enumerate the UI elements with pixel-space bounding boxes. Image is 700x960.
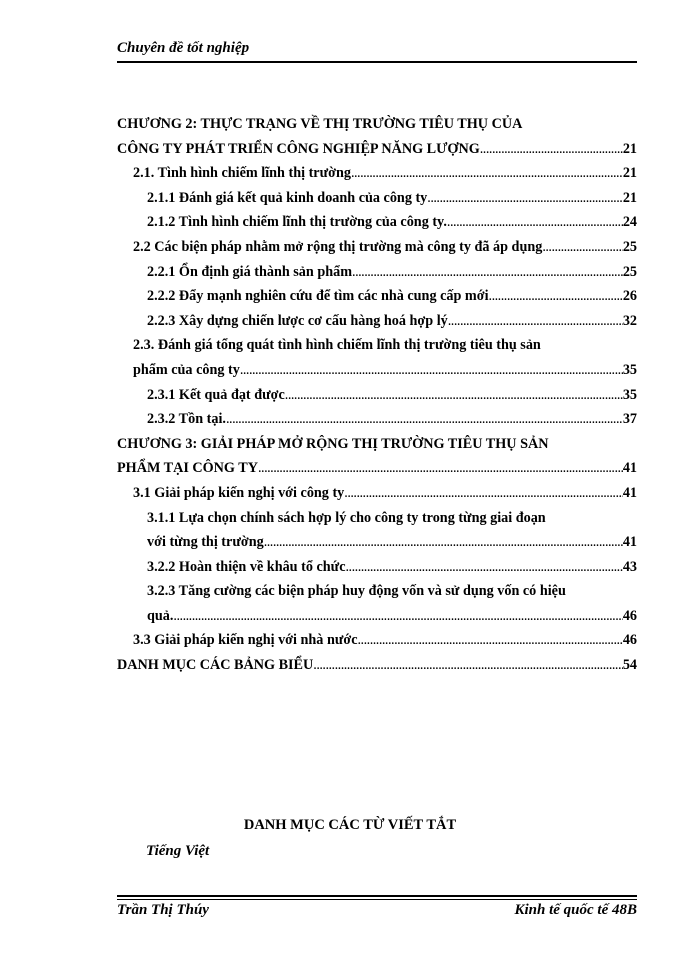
toc-entry[interactable] [117, 309, 637, 334]
toc-entry[interactable] [117, 628, 637, 653]
footer-class: Kinh tế quốc tế 48B [514, 902, 637, 918]
toc-entry-text: CHƯƠNG 3: GIẢI PHÁP MỞ RỘNG THỊ TRƯỜNG TIÊU THỤ SẢN [117, 435, 549, 452]
toc-page-number: 41 [622, 534, 637, 551]
toc-leader-dots [313, 653, 623, 678]
toc-entry-text: 2.3.1 Kết quả đạt được [147, 386, 285, 403]
toc-leader-dots [542, 235, 622, 260]
toc-entry[interactable] [117, 530, 637, 555]
toc-entry[interactable] [117, 407, 637, 432]
toc-page-number: 46 [622, 632, 637, 649]
toc-entry-text: 2.2.3 Xây dựng chiến lược cơ cấu hàng hoá hợp lý [147, 312, 448, 329]
toc-page-number: 25 [622, 238, 637, 255]
toc-entry-text: CHƯƠNG 2: THỰC TRẠNG VỀ THỊ TRƯỜNG TIÊU THỤ CỦA [117, 116, 523, 132]
toc-page-number: 35 [622, 361, 637, 378]
toc-page-number: 54 [622, 657, 637, 674]
toc-page-number: 46 [622, 607, 637, 624]
toc-page-number: 24 [622, 214, 637, 231]
toc-page-number: 21 [622, 189, 637, 206]
toc-leader-dots [240, 358, 623, 383]
toc-entry[interactable] [117, 333, 637, 358]
toc-leader-dots [264, 530, 623, 555]
toc-leader-dots [489, 284, 623, 309]
toc-leader-dots [285, 383, 623, 408]
toc-entry[interactable] [117, 137, 637, 162]
toc-entry[interactable] [117, 432, 637, 457]
toc-entry[interactable] [117, 260, 637, 285]
toc-entry-text: phẩm của công ty [133, 361, 240, 378]
footer-rule [117, 895, 637, 897]
footer-rule-thin [117, 899, 637, 900]
toc-page-number: 41 [622, 484, 637, 501]
toc-entry[interactable] [117, 604, 637, 629]
toc-page-number: 41 [622, 460, 637, 477]
toc-entry-text: 2.2.1 Ổn định giá thành sản phẩm [147, 263, 353, 280]
toc-leader-dots [226, 407, 623, 432]
toc-entry[interactable] [117, 112, 637, 137]
header-title: Chuyên đề tốt nghiệp [117, 40, 250, 56]
toc-page-number: 25 [622, 263, 637, 280]
toc-entry[interactable] [117, 186, 637, 211]
toc-page-number: 32 [622, 312, 637, 329]
toc-entry[interactable] [117, 235, 637, 260]
toc-leader-dots [173, 604, 622, 629]
toc-entry-text: 2.1.2 Tình hình chiếm lĩnh thị trường của công ty. [147, 214, 447, 231]
toc-page-number: 37 [622, 411, 637, 428]
toc-entry-text: 3.3 Giải pháp kiến nghị với nhà nước [133, 632, 358, 649]
toc-entry-text: 2.1.1 Đánh giá kết quả kinh doanh của công ty [147, 189, 428, 206]
toc-leader-dots [352, 260, 623, 285]
abbreviations-subtitle: Tiếng Việt [146, 843, 210, 859]
toc-leader-dots [447, 210, 623, 235]
toc-entry[interactable] [117, 653, 637, 678]
table-of-contents [117, 112, 637, 678]
toc-entry[interactable] [117, 284, 637, 309]
toc-entry-text: quả. [147, 607, 174, 624]
toc-entry-text: 3.1 Giải pháp kiến nghị với công ty [133, 484, 345, 501]
toc-entry-text: 3.2.3 Tăng cường các biện pháp huy động vốn và sử dụng vốn có hiệu [147, 583, 566, 600]
toc-page-number: 26 [622, 288, 637, 305]
toc-entry[interactable] [117, 456, 637, 481]
toc-entry-text: 2.2.2 Đẩy mạnh nghiên cứu để tìm các nhà cung cấp mới [147, 288, 489, 305]
footer-author: Trần Thị Thúy [117, 902, 209, 918]
toc-entry[interactable] [117, 210, 637, 235]
toc-page-number: 21 [622, 165, 637, 182]
toc-entry-text: 3.2.2 Hoàn thiện về khâu tổ chức [147, 558, 346, 575]
toc-entry[interactable] [117, 579, 637, 604]
toc-leader-dots [427, 186, 623, 211]
toc-leader-dots [480, 137, 623, 162]
toc-entry-text: 2.2 Các biện pháp nhằm mở rộng thị trường mà công ty đã áp dụng [133, 238, 543, 255]
header-rule [117, 61, 637, 63]
toc-leader-dots [258, 456, 623, 481]
toc-entry[interactable] [117, 358, 637, 383]
toc-entry[interactable] [117, 506, 637, 531]
toc-entry-text: 2.3.2 Tồn tại. [147, 411, 226, 428]
toc-leader-dots [346, 555, 623, 580]
toc-entry[interactable] [117, 383, 637, 408]
toc-entry-text: DANH MỤC CÁC BẢNG BIỂU [117, 657, 314, 674]
toc-entry-text: 3.1.1 Lựa chọn chính sách hợp lý cho công ty trong từng giai đoạn [147, 509, 546, 526]
toc-entry-text: với từng thị trường [147, 534, 264, 551]
toc-page-number: 43 [622, 558, 637, 575]
toc-page-number: 21 [622, 140, 637, 157]
toc-entry-text: 2.3. Đánh giá tổng quát tình hình chiếm lĩnh thị trường tiêu thụ sản [133, 337, 541, 354]
toc-leader-dots [358, 628, 623, 653]
toc-page-number: 35 [622, 386, 637, 403]
toc-entry[interactable] [117, 161, 637, 186]
toc-leader-dots [448, 309, 623, 334]
abbreviations-title: DANH MỤC CÁC TỪ VIẾT TẮT [243, 817, 457, 833]
toc-leader-dots [344, 481, 623, 506]
toc-entry-text: CÔNG TY PHÁT TRIỂN CÔNG NGHIỆP NĂNG LƯỢNG [117, 140, 480, 157]
toc-entry[interactable] [117, 481, 637, 506]
toc-leader-dots [351, 161, 623, 186]
toc-entry-text: 2.1. Tình hình chiếm lĩnh thị trường [133, 165, 351, 182]
toc-entry-text: PHẨM TẠI CÔNG TY [117, 460, 258, 477]
toc-entry[interactable] [117, 555, 637, 580]
